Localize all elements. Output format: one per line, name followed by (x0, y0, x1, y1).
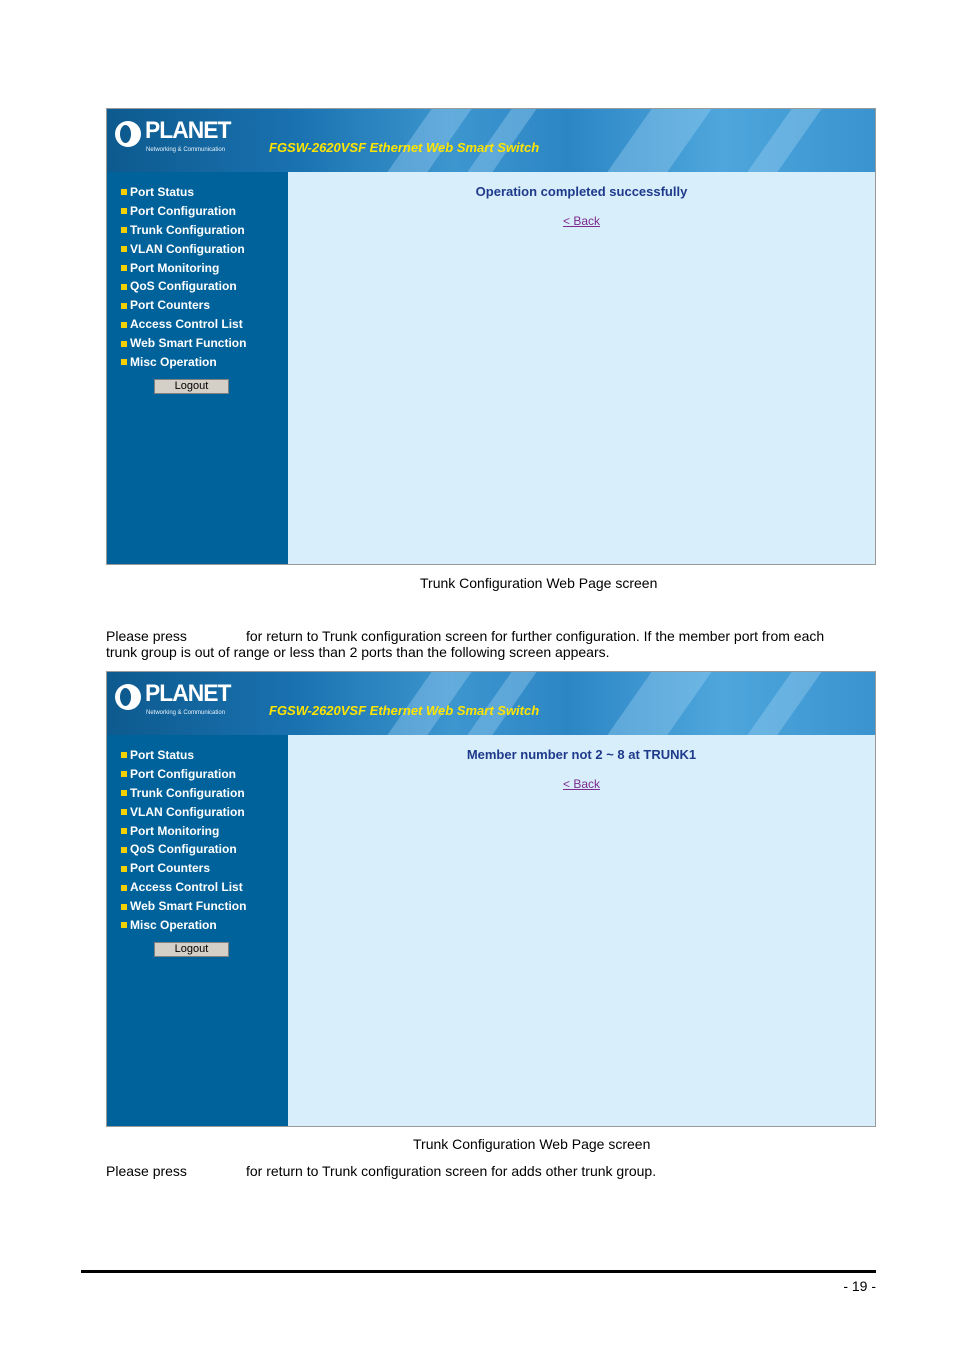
menu-item-qos-configuration[interactable]: QoS Configuration (121, 840, 246, 859)
logo-text: PLANET (145, 117, 231, 144)
menu-item-port-monitoring[interactable]: Port Monitoring (121, 822, 246, 841)
bullet-icon (121, 866, 127, 872)
content-area (288, 735, 875, 1126)
figure-caption-2: Trunk Configuration Web Page screen (413, 1136, 651, 1152)
footer-rule (81, 1270, 876, 1273)
globe-icon (115, 684, 141, 710)
menu-item-trunk-configuration[interactable]: Trunk Configuration (121, 221, 246, 240)
logo-text: PLANET (145, 680, 231, 707)
bullet-icon (121, 284, 127, 290)
logout-button[interactable]: Logout (154, 379, 229, 394)
bullet-icon (121, 771, 127, 777)
menu-item-port-status[interactable]: Port Status (121, 746, 246, 765)
paragraph-1-line2: trunk group is out of range or less than 2 ports than the following screen appears. (106, 644, 610, 660)
sidebar (107, 172, 288, 564)
bullet-icon (121, 265, 127, 271)
content-area (288, 172, 875, 564)
menu-item-port-status[interactable]: Port Status (121, 183, 246, 202)
logo-subtitle: Networking & Communication (146, 147, 226, 153)
menu-item-misc-operation[interactable]: Misc Operation (121, 916, 246, 935)
paragraph-1 (106, 628, 825, 660)
bullet-icon (121, 752, 127, 758)
menu-item-access-control-list[interactable]: Access Control List (121, 315, 246, 334)
bullet-icon (121, 922, 127, 928)
product-title: FGSW-2620VSF Ethernet Web Smart Switch (269, 140, 540, 155)
logo-subtitle: Networking & Communication (146, 710, 226, 716)
bullet-icon (121, 904, 127, 910)
menu-item-port-configuration[interactable]: Port Configuration (121, 202, 246, 221)
bullet-icon (121, 189, 127, 195)
bullet-icon (121, 341, 127, 347)
menu-item-web-smart-function[interactable]: Web Smart Function (121, 334, 246, 353)
error-message: Member number not 2 ~ 8 at TRUNK1 (466, 747, 697, 762)
planet-logo (115, 119, 235, 161)
menu-item-vlan-configuration[interactable]: VLAN Configuration (121, 803, 246, 822)
menu-item-web-smart-function[interactable]: Web Smart Function (121, 897, 246, 916)
paragraph-2-lead: Please press (106, 1163, 187, 1179)
bullet-icon (121, 828, 127, 834)
screenshot-operation-completed (106, 108, 876, 565)
bullet-icon (121, 847, 127, 853)
bullet-icon (121, 303, 127, 309)
paragraph-1-lead: Please press (106, 628, 187, 644)
paragraph-1-line1: for return to Trunk configuration screen for further configuration. If the member port from each (246, 628, 825, 644)
menu-item-port-counters[interactable]: Port Counters (121, 296, 246, 315)
back-link[interactable]: < Back (562, 214, 601, 228)
menu-item-trunk-configuration[interactable]: Trunk Configuration (121, 784, 246, 803)
globe-icon (115, 121, 141, 147)
banner (107, 109, 875, 172)
bullet-icon (121, 322, 127, 328)
paragraph-2-text: for return to Trunk configuration screen for adds other trunk group. (246, 1163, 657, 1179)
page-number: - 19 - (843, 1278, 876, 1294)
bullet-icon (121, 246, 127, 252)
figure-caption-1: Trunk Configuration Web Page screen (420, 575, 658, 591)
banner (107, 672, 875, 735)
menu-item-port-configuration[interactable]: Port Configuration (121, 765, 246, 784)
menu-item-misc-operation[interactable]: Misc Operation (121, 353, 246, 372)
menu-item-vlan-configuration[interactable]: VLAN Configuration (121, 240, 246, 259)
paragraph-2 (106, 1163, 657, 1179)
bullet-icon (121, 208, 127, 214)
logout-button[interactable]: Logout (154, 942, 229, 957)
screenshot-member-number-error (106, 671, 876, 1127)
bullet-icon (121, 885, 127, 891)
menu-item-qos-configuration[interactable]: QoS Configuration (121, 277, 246, 296)
menu-item-port-monitoring[interactable]: Port Monitoring (121, 259, 246, 278)
bullet-icon (121, 809, 127, 815)
product-title: FGSW-2620VSF Ethernet Web Smart Switch (269, 703, 540, 718)
bullet-icon (121, 790, 127, 796)
back-link[interactable]: < Back (562, 777, 601, 791)
menu-item-access-control-list[interactable]: Access Control List (121, 878, 246, 897)
bullet-icon (121, 359, 127, 365)
sidebar (107, 735, 288, 1126)
sidebar-menu (121, 183, 246, 372)
sidebar-menu (121, 746, 246, 935)
status-message: Operation completed successfully (475, 184, 688, 199)
menu-item-port-counters[interactable]: Port Counters (121, 859, 246, 878)
planet-logo (115, 682, 235, 724)
bullet-icon (121, 227, 127, 233)
